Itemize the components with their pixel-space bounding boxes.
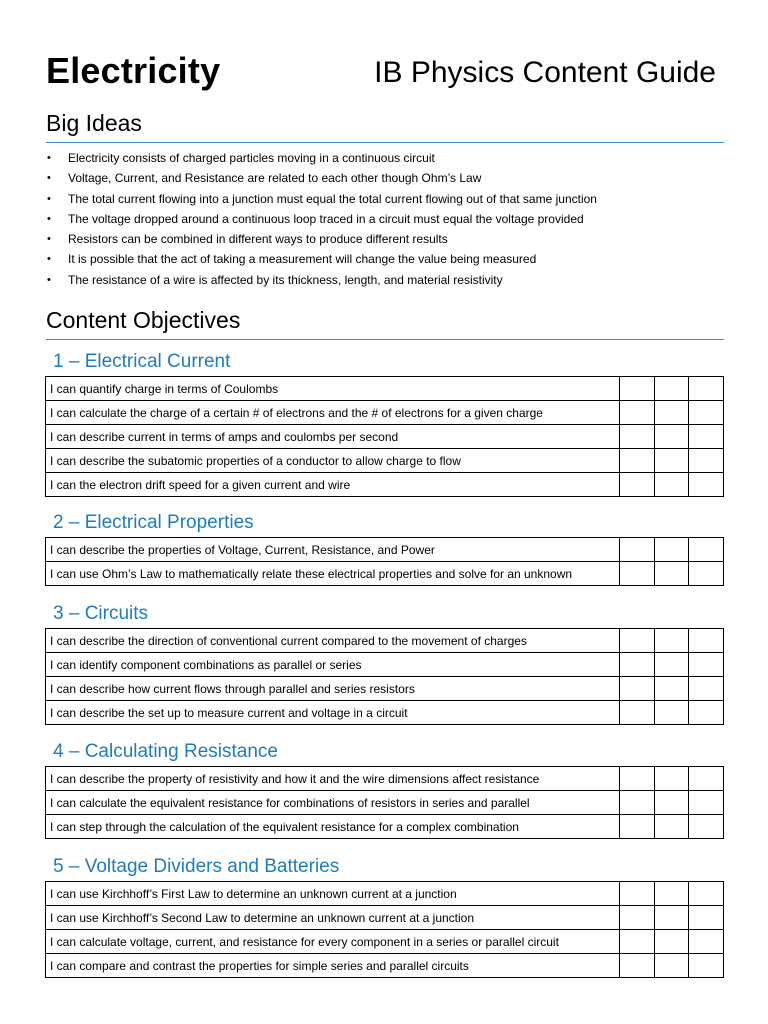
checkbox-cell[interactable] (655, 629, 689, 653)
objective-text: I can use Ohm’s Law to mathematically relate these electrical properties and solve for an unknown (46, 562, 620, 586)
table-row (46, 473, 724, 497)
objective-section-title: 4 – Calculating Resistance (53, 741, 278, 762)
checkbox-cell[interactable] (655, 473, 689, 497)
list-item-text: Electricity consists of charged particles moving in a continuous circuit (68, 151, 435, 165)
big-ideas-heading (46, 110, 724, 137)
list-item (46, 209, 724, 229)
checkbox-cell[interactable] (620, 701, 655, 725)
checkbox-cell[interactable] (620, 791, 655, 815)
objective-section-title: 1 – Electrical Current (53, 351, 231, 372)
table-row (46, 882, 724, 906)
objective-text: I can the electron drift speed for a given current and wire (46, 473, 620, 497)
checkbox-cell[interactable] (620, 449, 655, 473)
checkbox-cell[interactable] (689, 629, 724, 653)
checkbox-cell[interactable] (620, 815, 655, 839)
checkbox-cell[interactable] (620, 954, 655, 978)
list-item-text: Resistors can be combined in different ways to produce different results (68, 232, 448, 247)
checkbox-cell[interactable] (620, 629, 655, 653)
objective-text: I can describe the set up to measure current and voltage in a circuit (46, 701, 620, 725)
bullet-icon: • (47, 273, 51, 286)
objective-section-title: 5 – Voltage Dividers and Batteries (53, 856, 340, 877)
checkbox-cell[interactable] (655, 449, 689, 473)
checkbox-cell[interactable] (620, 653, 655, 677)
table-row (46, 791, 724, 815)
checkbox-cell[interactable] (620, 562, 655, 586)
page-header (46, 50, 724, 98)
checkbox-cell[interactable] (655, 377, 689, 401)
bullet-icon: • (47, 172, 51, 185)
bullet-icon: • (47, 253, 51, 266)
checkbox-cell[interactable] (655, 653, 689, 677)
checkbox-cell[interactable] (620, 677, 655, 701)
objective-table (45, 766, 724, 839)
heading-divider (46, 339, 724, 340)
checkbox-cell[interactable] (689, 882, 724, 906)
heading-divider (46, 142, 724, 143)
bullet-icon: • (47, 233, 51, 246)
document-subtitle: IB Physics Content Guide (374, 56, 716, 89)
checkbox-cell[interactable] (689, 401, 724, 425)
content-objectives-heading-text: Content Objectives (46, 307, 241, 333)
checkbox-cell[interactable] (689, 449, 724, 473)
list-item-text: The total current flowing into a junction must equal the total current flowing out of that same junction (68, 191, 597, 206)
list-item-text: The voltage dropped around a continuous loop traced in a circuit must equal the voltage provided (68, 211, 584, 226)
list-item-text: Voltage, Current, and Resistance are related to each other though Ohm’s Law (68, 171, 482, 186)
checkbox-cell[interactable] (689, 473, 724, 497)
checkbox-cell[interactable] (655, 791, 689, 815)
objective-text: I can describe the property of resistivity and how it and the wire dimensions affect resistance (46, 767, 620, 791)
checkbox-cell[interactable] (689, 377, 724, 401)
objective-text: I can compare and contrast the properties for simple series and parallel circuits (46, 954, 620, 978)
objective-text: I can describe the subatomic properties of a conductor to allow charge to flow (46, 449, 620, 473)
checkbox-cell[interactable] (620, 767, 655, 791)
checkbox-cell[interactable] (655, 425, 689, 449)
checkbox-cell[interactable] (655, 677, 689, 701)
list-item (46, 168, 724, 188)
checkbox-cell[interactable] (689, 538, 724, 562)
checkbox-cell[interactable] (689, 677, 724, 701)
bullet-icon: • (47, 152, 51, 164)
objective-table (45, 376, 724, 497)
table-row (46, 377, 724, 401)
objective-text: I can step through the calculation of the equivalent resistance for a complex combination (46, 815, 620, 839)
table-row (46, 906, 724, 930)
checkbox-cell[interactable] (655, 701, 689, 725)
table-row (46, 562, 724, 586)
objective-table (45, 881, 724, 978)
objective-text: I can calculate the equivalent resistance for combinations of resistors in series and parallel (46, 791, 620, 815)
list-item (46, 270, 724, 290)
table-row (46, 449, 724, 473)
checkbox-cell[interactable] (620, 538, 655, 562)
checkbox-cell[interactable] (655, 882, 689, 906)
checkbox-cell[interactable] (655, 538, 689, 562)
objective-section-title: 3 – Circuits (53, 603, 149, 624)
big-ideas-heading-text: Big Ideas (46, 110, 142, 136)
list-item (46, 229, 724, 249)
checkbox-cell[interactable] (655, 906, 689, 930)
objective-section-title: 2 – Electrical Properties (53, 512, 254, 533)
checkbox-cell[interactable] (689, 930, 724, 954)
list-item-text: It is possible that the act of taking a measurement will change the value being measured (68, 252, 537, 267)
checkbox-cell[interactable] (620, 906, 655, 930)
table-row (46, 538, 724, 562)
table-row (46, 425, 724, 449)
objective-table (45, 628, 724, 725)
document-title: Electricity (46, 50, 221, 91)
big-ideas-list (46, 148, 724, 290)
checkbox-cell[interactable] (689, 815, 724, 839)
objective-text: I can describe current in terms of amps and coulombs per second (46, 425, 620, 449)
checkbox-cell[interactable] (689, 954, 724, 978)
checkbox-cell[interactable] (689, 906, 724, 930)
checkbox-cell[interactable] (620, 401, 655, 425)
table-row (46, 954, 724, 978)
table-row (46, 930, 724, 954)
table-row (46, 653, 724, 677)
table-row (46, 815, 724, 839)
checkbox-cell[interactable] (620, 930, 655, 954)
content-objectives-heading (46, 307, 724, 334)
bullet-icon: • (47, 212, 51, 225)
objective-text: I can describe how current flows through parallel and series resistors (46, 677, 620, 701)
checkbox-cell[interactable] (655, 401, 689, 425)
checkbox-cell[interactable] (620, 882, 655, 906)
list-item-text: The resistance of a wire is affected by its thickness, length, and material resistivity (68, 272, 503, 287)
list-item (46, 189, 724, 209)
objective-text: I can use Kirchhoff’s First Law to determine an unknown current at a junction (46, 882, 620, 906)
checkbox-cell[interactable] (620, 425, 655, 449)
checkbox-cell[interactable] (620, 377, 655, 401)
checkbox-cell[interactable] (655, 815, 689, 839)
bullet-icon: • (47, 192, 51, 205)
list-item (46, 148, 724, 168)
objective-text: I can use Kirchhoff’s Second Law to determine an unknown current at a junction (46, 906, 620, 930)
objective-text: I can calculate voltage, current, and resistance for every component in a series or parallel circuit (46, 930, 620, 954)
checkbox-cell[interactable] (689, 791, 724, 815)
checkbox-cell[interactable] (655, 954, 689, 978)
checkbox-cell[interactable] (655, 562, 689, 586)
table-row (46, 701, 724, 725)
checkbox-cell[interactable] (689, 653, 724, 677)
table-row (46, 677, 724, 701)
table-row (46, 767, 724, 791)
objective-text: I can identify component combinations as parallel or series (46, 653, 620, 677)
objective-text: I can calculate the charge of a certain # of electrons and the # of electrons for a given charge (46, 401, 620, 425)
objective-text: I can quantify charge in terms of Coulombs (46, 377, 620, 401)
checkbox-cell[interactable] (689, 701, 724, 725)
objective-text: I can describe the properties of Voltage, Current, Resistance, and Power (46, 538, 620, 562)
checkbox-cell[interactable] (689, 767, 724, 791)
objective-text: I can describe the direction of conventional current compared to the movement of charges (46, 629, 620, 653)
table-row (46, 401, 724, 425)
list-item (46, 249, 724, 269)
checkbox-cell[interactable] (655, 930, 689, 954)
table-row (46, 629, 724, 653)
checkbox-cell[interactable] (655, 767, 689, 791)
checkbox-cell[interactable] (620, 473, 655, 497)
objective-table (45, 537, 724, 586)
checkbox-cell[interactable] (689, 562, 724, 586)
checkbox-cell[interactable] (689, 425, 724, 449)
